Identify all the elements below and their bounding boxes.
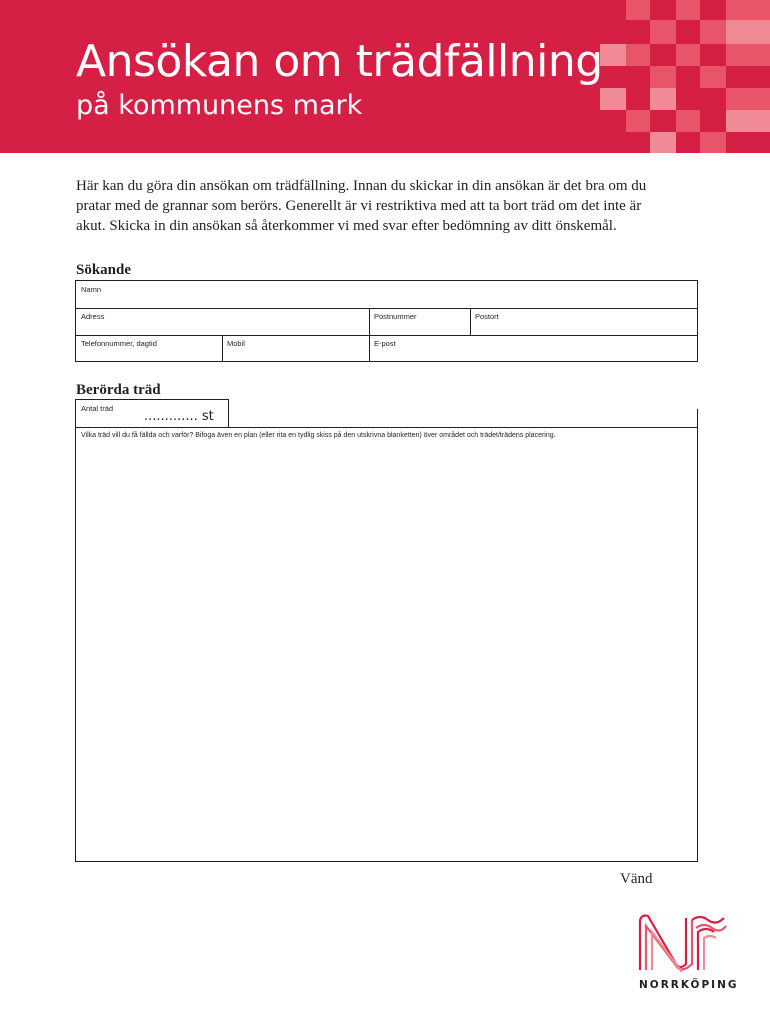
applicant-form: [75, 280, 698, 362]
mobile-field-label: Mobil: [227, 339, 245, 348]
turn-over-text: Vänd: [620, 871, 653, 887]
name-field-label: Namn: [81, 285, 102, 294]
phone-field-label: Telefonnummer, dagtid: [81, 339, 157, 348]
page-title: Ansökan om trädfällning: [76, 36, 603, 87]
mobile-field[interactable]: [222, 335, 369, 362]
phone-field[interactable]: [76, 335, 222, 362]
box-edge: [697, 409, 698, 427]
header-banner: [0, 0, 770, 153]
intro-paragraph: Här kan du göra din ansökan om trädfällning. Innan du skickar in din ansökan är det bra om du pratar med de grannar som berörs. Generellt är vi restriktiva med att ta bort träd om det inte är akut. Skicka in din ansökan så återkommer vi med svar efter bedömning av ditt önskemål.: [76, 178, 647, 234]
logo-wordmark: NORRKÖPING: [639, 979, 739, 991]
norrkoping-n-logo-icon: [636, 912, 728, 972]
tree-count-label: Antal träd: [81, 404, 114, 413]
tree-count-field[interactable]: [75, 399, 229, 427]
postal-code-field-label: Postnummer: [374, 312, 417, 321]
tree-count-value: ............. st: [144, 409, 214, 424]
page-subtitle: på kommunens mark: [76, 90, 363, 121]
email-field[interactable]: [369, 335, 698, 362]
applicant-heading: Sökande: [76, 262, 132, 278]
tree-description-field[interactable]: [75, 427, 698, 862]
address-field-label: Adress: [81, 312, 105, 321]
city-field[interactable]: [470, 308, 698, 335]
address-field[interactable]: [76, 308, 369, 335]
intro-text: [76, 176, 656, 236]
postal-code-field[interactable]: [369, 308, 470, 335]
name-field[interactable]: [76, 281, 698, 308]
trees-heading: Berörda träd: [76, 382, 161, 398]
tree-description-label: Vilka träd vill du få fällda och varför? Bifoga även en plan (eller rita en tydlig skiss på den utskrivna blanketten) över området och trädet/trädens placering.: [81, 432, 556, 439]
city-field-label: Postort: [475, 312, 499, 321]
email-field-label: E-post: [374, 339, 396, 348]
